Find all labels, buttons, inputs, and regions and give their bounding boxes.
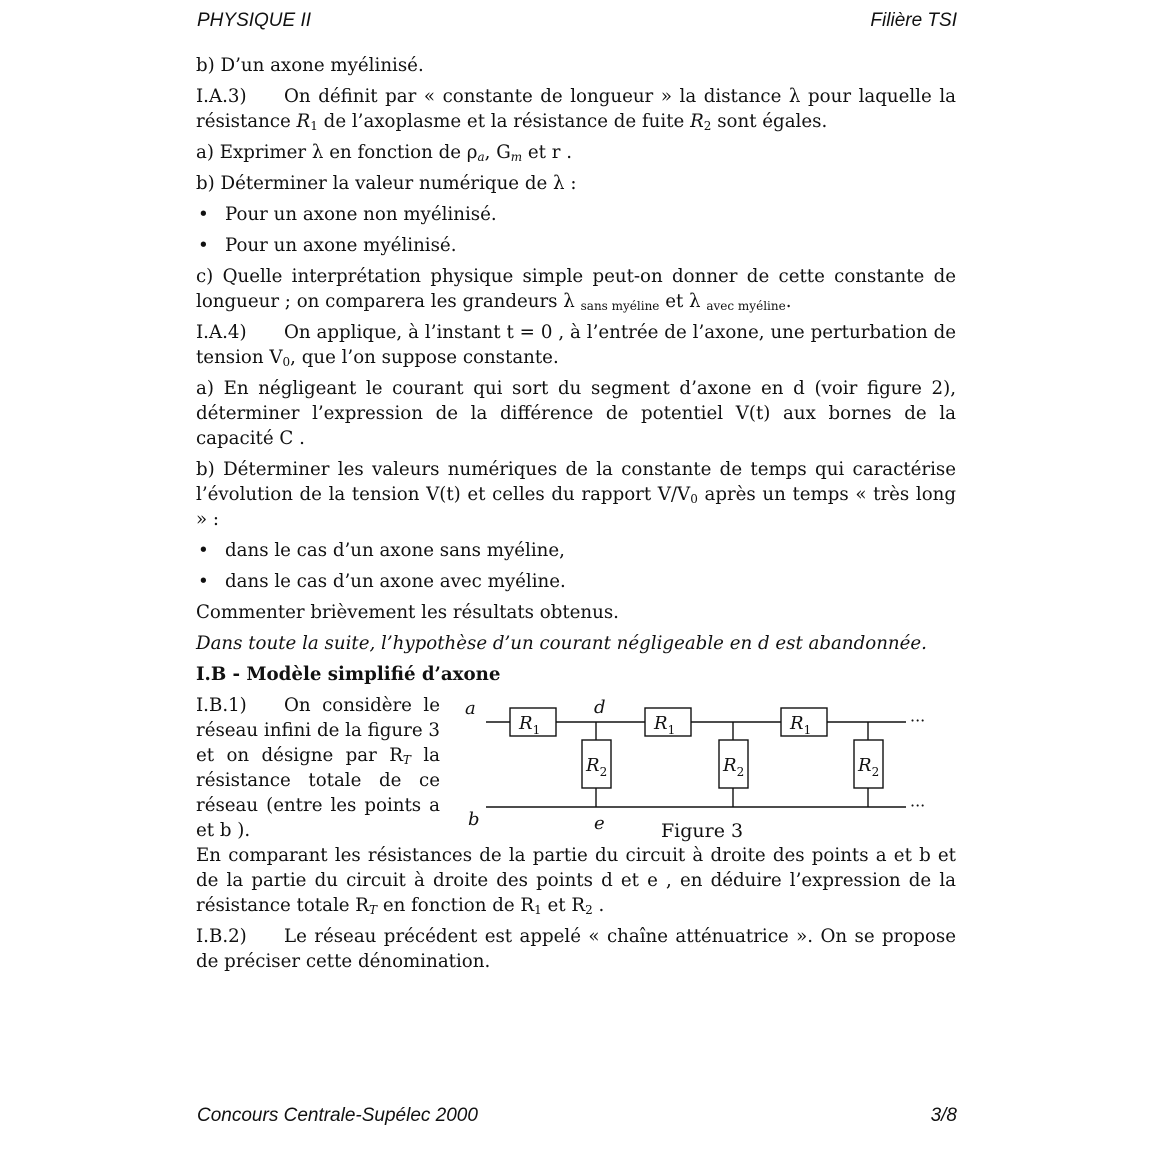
- comment-line: Commenter brièvement les résultats obtenus.: [196, 602, 619, 623]
- page-header: [197, 10, 957, 40]
- question-ia4: I.A.4) On applique, à l’instant t = 0 , à l’entrée de l’axone, une perturbation de tension $V_0$, que l’on suppose constante.: [196, 322, 956, 369]
- document-body: [196, 53, 956, 980]
- figure-3: [458, 692, 956, 847]
- question-ia3b: b) Déterminer la valeur numérique de λ :: [196, 173, 577, 194]
- bullet-item: • dans le cas d’un axone avec myéline.: [196, 569, 956, 594]
- node-d-label: d: [594, 697, 606, 718]
- node-a-label: a: [465, 698, 476, 719]
- question-label: I.A.4): [196, 322, 247, 343]
- question-ib2: I.B.2) Le réseau précédent est appelé « chaîne atténuatrice ». On se propose de préciser cette dénomination.: [196, 926, 956, 972]
- r2-label: $R_2$: [586, 755, 608, 779]
- bullet-item: • Pour un axone non myélinisé.: [196, 202, 956, 227]
- question-ia3c: c) Quelle interprétation physique simple peut-on donner de cette constante de longueur ; on comparera les grandeurs λ $_{sans myéline}$ et λ $_{avec myéline}$.: [196, 266, 956, 313]
- question-ib1-continued: En comparant les résistances de la partie du circuit à droite des points a et b et de la partie du circuit à droite des points d et e , en déduire l’expression de la résistance totale $R_T$ en fonction de $R_1$ et $R_2$ .: [196, 845, 956, 917]
- r1-label: $R_1$: [519, 713, 541, 737]
- question-ib1: I.B.1) On considère le réseau infini de la figure 3 et on désigne par $R_T$ la résistance totale de ce réseau (entre les points a et b ).: [196, 695, 440, 841]
- footer-contest: Concours Centrale-Supélec 2000: [197, 1105, 478, 1126]
- bullet-item: • Pour un axone myélinisé.: [196, 233, 956, 258]
- figure-row: [196, 693, 956, 843]
- question-ia3a: a) Exprimer λ en fonction de $\rho_a$, $G_m$ et r .: [196, 142, 573, 164]
- header-subject: PHYSIQUE II: [197, 10, 312, 31]
- question-ia4a: a) En négligeant le courant qui sort du segment d’axone en d (voir figure 2), déterminer l’expression de la différence de potentiel V(t) aux bornes de la capacité C .: [196, 378, 956, 449]
- r1-label: $R_1$: [654, 713, 676, 737]
- r2-label: $R_2$: [723, 755, 745, 779]
- question-ia2b: b) D’un axone myélinisé.: [196, 55, 424, 76]
- question-label: I.A.3): [196, 86, 247, 107]
- node-e-label: e: [594, 813, 605, 834]
- page-number: 3/8: [930, 1105, 957, 1126]
- section-title: I.B - Modèle simplifié d’axone: [196, 664, 501, 685]
- continuation-ellipsis: ···: [910, 796, 926, 815]
- question-ia3: I.A.3) On définit par « constante de longueur » la distance λ pour laquelle la résistance $R_1$ de l’axoplasme et la résistance de fuite $R_2$ sont égales.: [196, 86, 956, 133]
- question-ia4b: b) Déterminer les valeurs numériques de la constante de temps qui caractérise l’évolution de la tension V(t) et celles du rapport $V/V_0$ après un temps « très long » :: [196, 459, 956, 530]
- header-track: Filière TSI: [870, 10, 957, 31]
- r2-label: $R_2$: [858, 755, 880, 779]
- r1-label: $R_1$: [790, 713, 812, 737]
- resistor-ladder-diagram: [458, 692, 956, 847]
- node-b-label: b: [468, 809, 480, 830]
- question-label: I.B.1): [196, 695, 247, 716]
- bullet-item: • dans le cas d’un axone sans myéline,: [196, 538, 956, 563]
- continuation-ellipsis: ···: [910, 711, 926, 730]
- page-footer: [197, 1105, 957, 1135]
- figure-caption: Figure 3: [661, 820, 744, 842]
- question-label: I.B.2): [196, 926, 247, 947]
- italic-note: Dans toute la suite, l’hypothèse d’un courant négligeable en d est abandonnée.: [196, 633, 927, 654]
